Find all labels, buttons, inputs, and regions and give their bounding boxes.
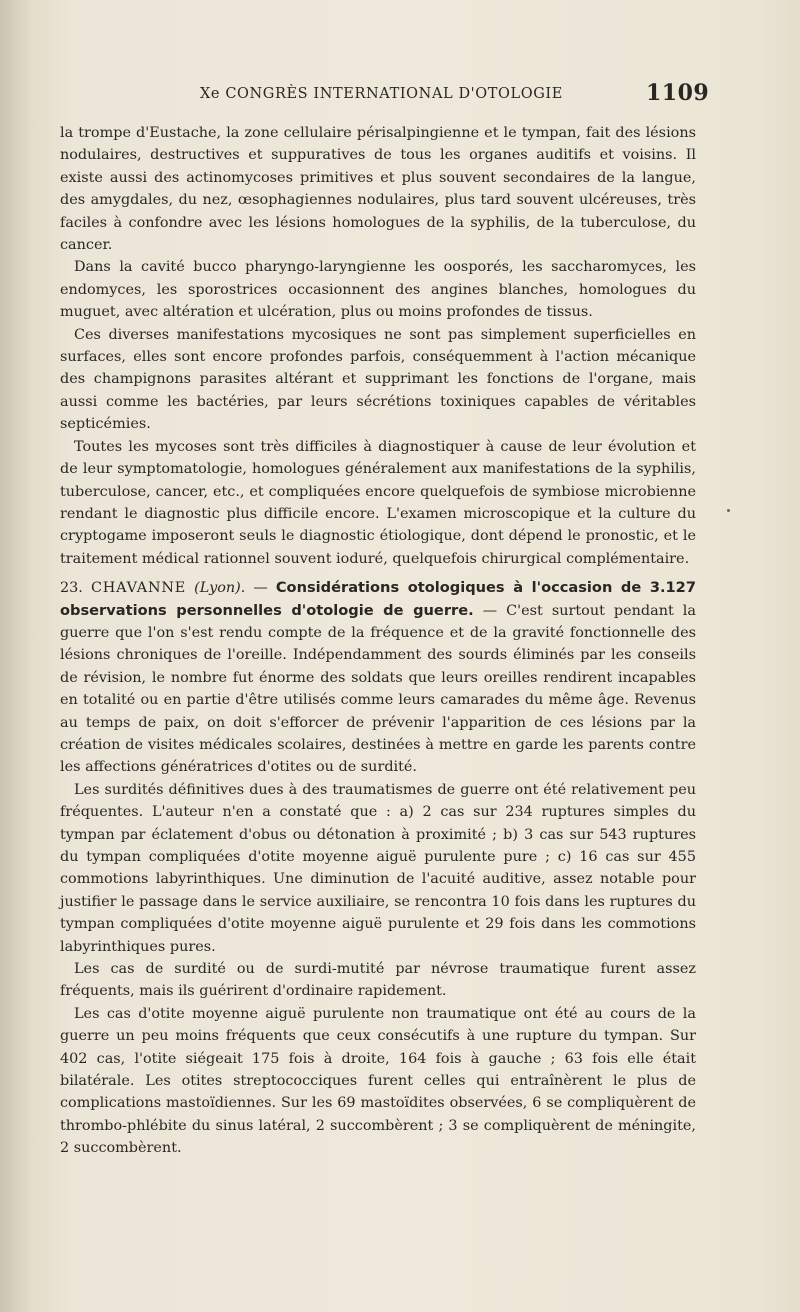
entry-title: Considérations otologiques à l'occasion de 3.127 observations personnelles d'otologie de guerre.: [60, 579, 696, 619]
paragraph: Les cas d'otite moyenne aiguë purulente non traumatique ont été au cours de la guerre un peu moins fréquents que ceux consécutifs à une rupture du tympan. Sur 402 cas, l'otite siégeait 175 fois à droite, 164 fois à gauche ; 63 fois elle était bilatérale. Les otites streptococciques furent celles qui entraînèrent le plus de complications mastoïdiennes. Sur les 69 mastoïdites observées, 6 se compliquèrent de thrombo-phlébite du sinus latéral, 2 succombèrent ; 3 se compliquèrent de méningite, 2 succombèrent.: [60, 1005, 696, 1157]
entry-body: — C'est surtout pendant la guerre que l'on s'est rendu compte de la fréquence et de la gravité fonctionnelle des lésions chroniques de l'oreille. Indépendamment des sourds éliminés par les conseils de révision, le nombre fut énorme des soldats que leurs oreilles rendirent incapables en totalité ou en partie d'être utilisés comme leurs camarades du même âge. Revenus au temps de paix, on doit s'efforcer de prévenir l'apparition de ces lésions par la création de visites médicales scolaires, destinées à mettre en garde les parents contre les affections génératrices d'otites ou de surdité.: [60, 602, 696, 776]
running-head: Xe CONGRÈS INTERNATIONAL D'OTOLOGIE: [200, 86, 563, 102]
paragraph: Les surdités définitives dues à des traumatismes de guerre ont été relativement peu fréquentes. L'auteur n'en a constaté que : a) 2 cas sur 234 ruptures simples du tympan par éclatement d'obus ou détonation à proximité ; b) 3 cas sur 543 ruptures du tympan compliquées d'otite moyenne aiguë purulente pure ; c) 16 cas sur 455 commotions labyrinthiques. Une diminution de l'acuité auditive, assez notable pour justifier le passage dans le service auxiliaire, se rencontra 10 fois dans les ruptures du tympan compliquées d'otite moyenne aiguë purulente et 29 fois dans les commotions labyrinthiques pures.: [60, 781, 696, 955]
bibliography-entry: [60, 577, 696, 779]
paragraph: Ces diverses manifestations mycosiques ne sont pas simplement superficielles en surfaces, elles sont encore profondes parfois, conséquemment à l'action mécanique des champignons parasites altérant et supprimant les fonctions de l'organe, mais aussi comme les bactéries, par leurs sécrétions toxiniques capables de véritables septicémies.: [60, 326, 696, 433]
page-speck: [727, 509, 730, 512]
page-header: [0, 80, 800, 110]
paragraph: Les cas de surdité ou de surdi-mutité par névrose traumatique furent assez fréquents, mais ils guérirent d'ordinaire rapidement.: [60, 961, 696, 1000]
entry-author: CHAVANNE: [90, 580, 187, 597]
entry-dash: —: [253, 580, 268, 597]
paragraph: Toutes les mycoses sont très difficiles à diagnostiquer à cause de leur évolution et de leur symptomatologie, homologues généralement aux manifestations de la syphilis, tuberculose, cancer, etc., et compliquées encore quelquefois de symbiose microbienne rendant le diagnostic plus difficile encore. L'examen microscopique et la culture du cryptogame imposeront seuls le diagnostic étiologique, dont dépend le pronostic, et le traitement médical rationnel souvent ioduré, quelquefois chirurgical complémentaire.: [60, 438, 696, 567]
entry-number: 23.: [60, 580, 83, 597]
page-number: 1109: [646, 80, 710, 106]
entry-place: (Lyon).: [194, 580, 246, 597]
paragraph: la trompe d'Eustache, la zone cellulaire périsalpingienne et le tympan, fait des lésions nodulaires, destructives et suppuratives de tous les organes auditifs et voisins. Il existe aussi des actinomycoses primitives et plus souvent secondaires de la langue, des amygdales, du nez, œsophagiennes nodulaires, plus tard souvent ulcéreuses, très faciles à confondre avec les lésions homologues de la syphilis, de la tuberculose, du cancer.: [60, 125, 696, 254]
paragraph: Dans la cavité bucco pharyngo-laryngienne les oosporés, les saccharomyces, les endomyces, les sporostrices occasionnent des angines blanches, homologues du muguet, avec altération et ulcération, plus ou moins profondes de tissus.: [60, 259, 696, 321]
body-text: [60, 122, 696, 1160]
page-binding-edge: [0, 0, 28, 1312]
